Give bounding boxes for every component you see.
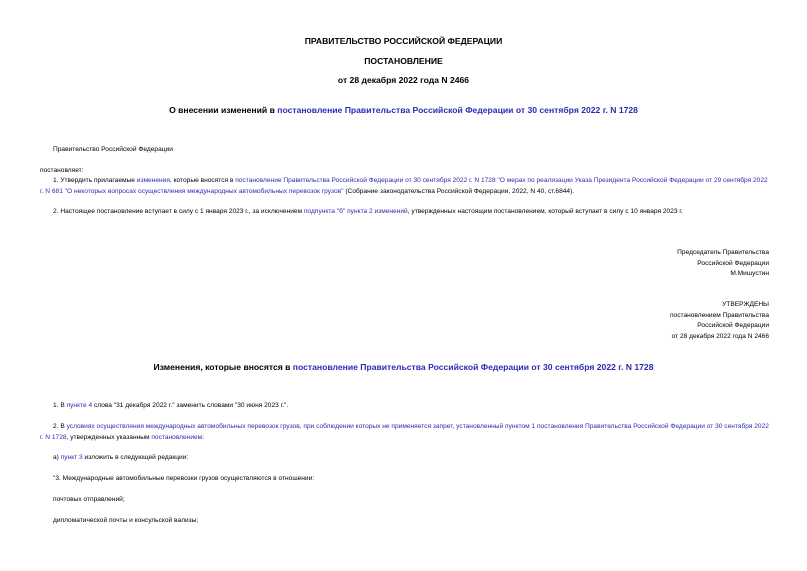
link-changes[interactable]: изменения: [136, 177, 170, 184]
change-item-a: [53, 453, 188, 464]
government-heading: ПРАВИТЕЛЬСТВО РОССИЙСКОЙ ФЕДЕРАЦИИ: [304, 36, 503, 46]
paragraph-1-text-a: 1. Утвердить прилагаемые: [53, 177, 137, 184]
link-subpoint-b[interactable]: подпункта "б" пункта 2 изменений: [303, 208, 408, 215]
signature-position: Председатель Правительства: [677, 249, 769, 256]
change-item-1: [53, 401, 288, 412]
paragraph-2-text-a: 2. Настоящее постановление вступает в силу с 1 января 2023 г., за исключением: [53, 208, 304, 215]
changes-title-prefix: Изменения, которые вносятся в: [153, 362, 293, 372]
change-item-2-text-b: , утвержденных указанным: [66, 433, 152, 441]
approval-heading: УТВЕРЖДЕНЫ: [722, 301, 769, 308]
approval-date: от 28 декабря 2022 года N 2466: [671, 332, 769, 340]
change-item-1-text-a: 1. В: [53, 402, 67, 409]
paragraph-1-text-c: (Собрание законодательства Российской Федерации, 2022, N 40, ст.6844).: [343, 187, 575, 195]
issuer: Правительство Российской Федерации: [53, 146, 173, 153]
title-link-resolution-1728[interactable]: постановление Правительства Российской Федерации от 30 сентября 2022 г. N 1728: [277, 105, 638, 115]
change-item-1-text-b: слова "31 декабря 2022 г." заменить словами "30 июня 2023 г.".: [92, 402, 289, 409]
doc-type-heading: ПОСТАНОВЛЕНИЕ: [364, 56, 443, 66]
document-title-prefix: О внесении изменений в: [169, 105, 278, 115]
link-resolution[interactable]: постановлением: [151, 433, 203, 441]
change-item-a-text-b: изложить в следующей редакции:: [82, 454, 189, 461]
paragraph-2: [53, 207, 683, 218]
date-number: от 28 декабря 2022 года N 2466: [337, 75, 470, 85]
change-item-a-text-a: а): [53, 454, 61, 461]
signature-block: [677, 248, 769, 280]
link-point-3[interactable]: пункт 3: [60, 454, 83, 461]
paragraph-2-text-b: , утвержденных настоящим постановлением, который вступает в силу с 10 января 2023 г.: [407, 208, 683, 215]
document-title: [0, 105, 807, 115]
link-point-4[interactable]: пункте 4: [66, 402, 93, 409]
quoted-point-3: "3. Международные автомобильные перевозки грузов осуществляются в отношении:: [53, 475, 315, 482]
paragraph-1-text-b: , которые вносятся в: [169, 177, 236, 184]
signature-name: М.Мишустин: [730, 270, 769, 278]
link-transport-conditions[interactable]: условиях осуществления международных автомобильных перевозок грузов, при соблюдении которых не применяется запрет, установленный пунктом 1 постановления Правительства Российской Федерации от 30 сентября 2022 г. N 1728: [40, 423, 769, 441]
paragraph-1: [40, 176, 770, 197]
change-item-2-text-a: 2. В: [53, 423, 67, 430]
link-resolution-1728-full[interactable]: постановление Правительства Российской Федерации от 30 сентября 2022 г. N 1728 "О мерах по реализации Указа Президента Российской Федерации от 29 сентября 2022 г. N 681 "О некоторых вопросах осуществления международных автомобильных перевозок грузов": [40, 177, 768, 195]
approval-line-3: Российской Федерации: [697, 322, 769, 330]
change-item-2-text-c: :: [202, 433, 205, 441]
decides-label: постановляет:: [40, 167, 84, 174]
changes-title: [0, 362, 807, 372]
signature-org: Российской Федерации: [697, 259, 769, 267]
change-item-2: [40, 422, 770, 443]
approval-block: [670, 300, 769, 342]
approval-line-2: постановлением Правительства: [669, 311, 769, 319]
changes-title-link[interactable]: постановление Правительства Российской Федерации от 30 сентября 2022 г. N 1728: [292, 362, 654, 372]
quoted-diplomatic: дипломатической почты и консульской вализы;: [53, 517, 199, 524]
quoted-postal: почтовых отправлений;: [53, 496, 125, 503]
